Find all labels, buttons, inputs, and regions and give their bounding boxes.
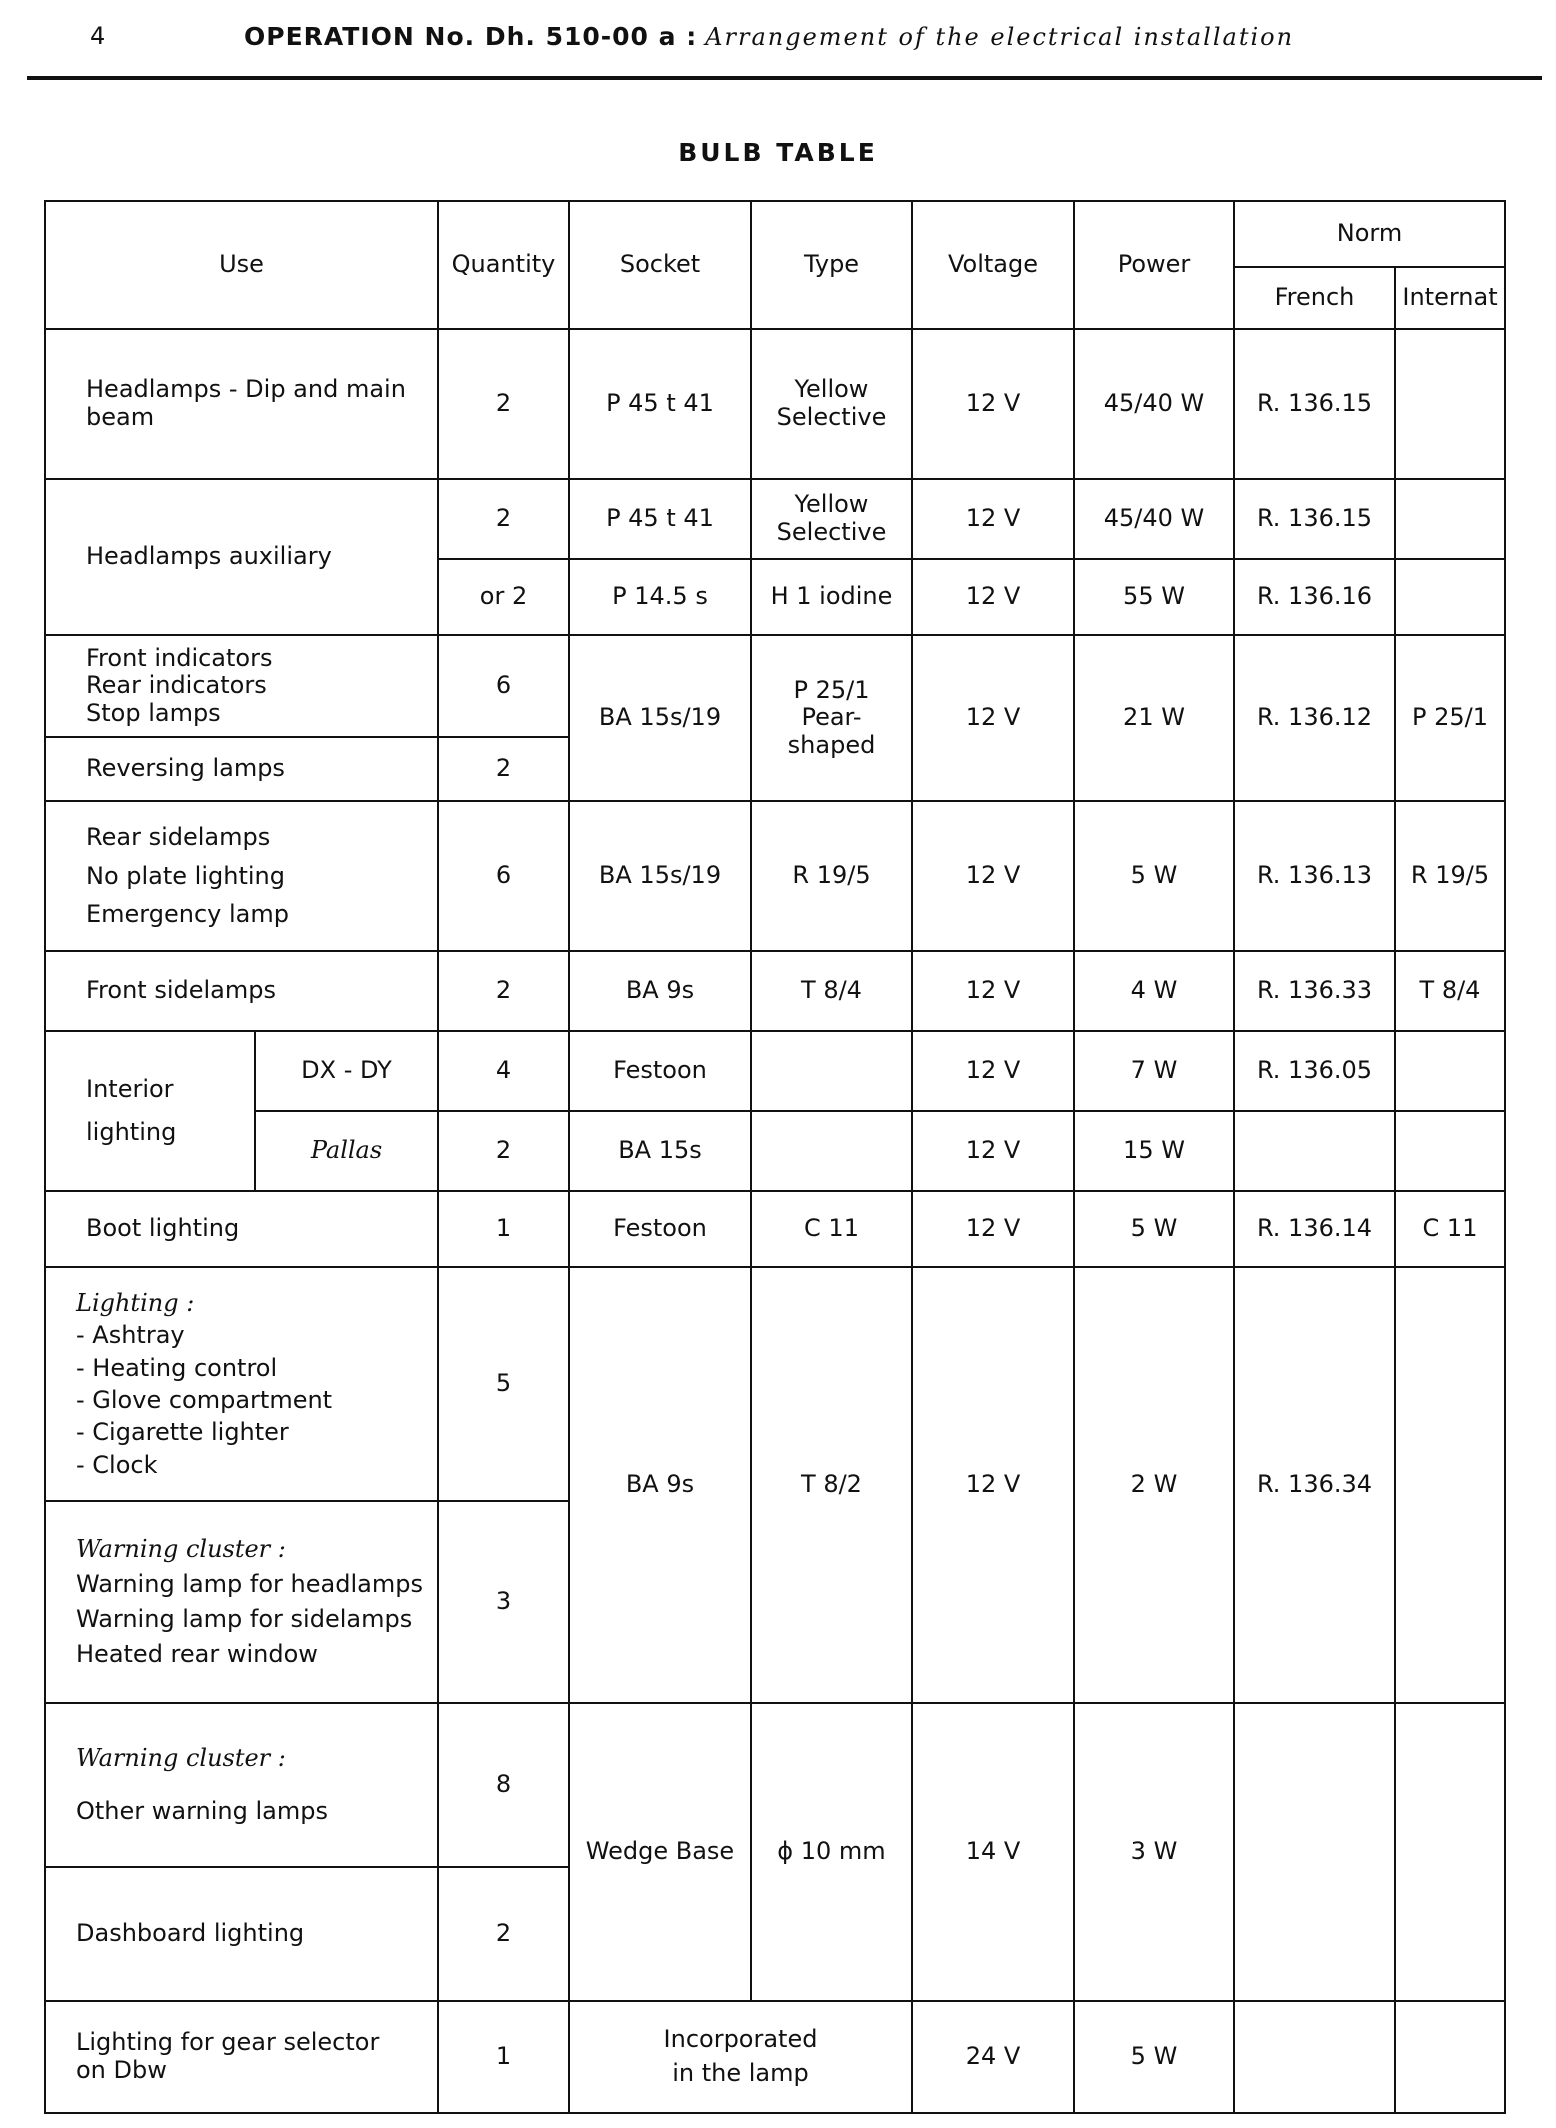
socket-line: Incorporated [663, 2025, 818, 2054]
norm-internat-cell [1395, 1703, 1505, 2001]
voltage-cell: 12 V [912, 1191, 1074, 1267]
quantity-cell: 2 [438, 951, 569, 1031]
power-cell: 7 W [1074, 1031, 1234, 1111]
type-line: Pear- [801, 703, 862, 732]
power-cell: 5 W [1074, 1191, 1234, 1267]
use-line: Warning lamp for sidelamps [76, 1605, 413, 1633]
norm-french-cell: R. 136.13 [1234, 801, 1395, 951]
power-cell: 2 W [1074, 1267, 1234, 1703]
socket-cell: P 14.5 s [569, 559, 751, 635]
norm-internat-cell [1395, 1111, 1505, 1191]
socket-cell: BA 15s [569, 1111, 751, 1191]
type-cell: T 8/2 [751, 1267, 912, 1703]
type-line: P 25/1 [793, 675, 870, 704]
use-line: No plate lighting [86, 861, 285, 890]
socket-cell [569, 2001, 912, 2113]
use-line: Warning lamp for headlamps [76, 1570, 423, 1599]
power-cell: 55 W [1074, 559, 1234, 635]
socket-cell: BA 15s/19 [569, 635, 751, 801]
power-cell: 4 W [1074, 951, 1234, 1031]
norm-french-cell: R. 136.14 [1234, 1191, 1395, 1267]
use-cell [45, 2001, 438, 2113]
use-line: - Heating control [76, 1353, 278, 1382]
voltage-cell: 12 V [912, 479, 1074, 559]
quantity-cell: 2 [438, 1111, 569, 1191]
quantity-cell: 2 [438, 737, 569, 801]
norm-french-cell: R. 136.05 [1234, 1031, 1395, 1111]
socket-line: in the lamp [672, 2059, 809, 2087]
norm-french-cell [1234, 2001, 1395, 2113]
power-cell: 45/40 W [1074, 329, 1234, 479]
voltage-cell: 24 V [912, 2001, 1074, 2113]
page-number: 4 [90, 22, 106, 50]
model-cell: Pallas [255, 1111, 438, 1191]
voltage-cell: 12 V [912, 329, 1074, 479]
power-cell: 21 W [1074, 635, 1234, 801]
quantity-cell: 3 [438, 1501, 569, 1703]
quantity-cell: 4 [438, 1031, 569, 1111]
socket-cell: BA 9s [569, 1267, 751, 1703]
header-rule [27, 76, 1542, 80]
socket-cell: Wedge Base [569, 1703, 751, 2001]
use-cell [45, 1501, 438, 1703]
quantity-cell: 2 [438, 329, 569, 479]
power-cell: 45/40 W [1074, 479, 1234, 559]
table-row [45, 801, 1505, 951]
page-title [244, 22, 1294, 51]
power-cell: 3 W [1074, 1703, 1234, 2001]
voltage-cell: 12 V [912, 1111, 1074, 1191]
quantity-cell: 8 [438, 1703, 569, 1867]
use-line: Interior [86, 1074, 174, 1103]
norm-internat-cell [1395, 329, 1505, 479]
use-heading: Lighting : [76, 1288, 195, 1317]
type-cell: ϕ 10 mm [751, 1703, 912, 2001]
type-cell [751, 1031, 912, 1111]
use-line: Other warning lamps [76, 1797, 328, 1825]
page-header [0, 0, 1556, 80]
voltage-cell: 12 V [912, 801, 1074, 951]
type-cell: T 8/4 [751, 951, 912, 1031]
use-line: - Clock [76, 1450, 158, 1479]
use-heading: Warning cluster : [76, 1744, 286, 1773]
use-cell [45, 801, 438, 951]
table-row [45, 635, 1505, 737]
use-cell: Headlamps - Dip and main beam [45, 329, 438, 479]
use-heading: Warning cluster : [76, 1535, 286, 1564]
use-line: lighting [86, 1118, 177, 1146]
quantity-cell: 6 [438, 801, 569, 951]
norm-french-cell [1234, 1703, 1395, 2001]
use-cell [45, 635, 438, 737]
col-header-type: Type [751, 201, 912, 329]
model-cell: DX - DY [255, 1031, 438, 1111]
voltage-cell: 12 V [912, 559, 1074, 635]
type-cell: C 11 [751, 1191, 912, 1267]
norm-internat-cell: R 19/5 [1395, 801, 1505, 951]
table-row [45, 479, 1505, 559]
use-line: Rear sidelamps [86, 823, 271, 852]
socket-cell: P 45 t 41 [569, 329, 751, 479]
use-line: - Cigarette lighter [76, 1418, 289, 1447]
use-line: Heated rear window [76, 1639, 318, 1668]
norm-french-cell: R. 136.12 [1234, 635, 1395, 801]
socket-cell: BA 9s [569, 951, 751, 1031]
voltage-cell: 12 V [912, 1267, 1074, 1703]
table-row [45, 1111, 1505, 1191]
voltage-cell: 14 V [912, 1703, 1074, 2001]
table-row [45, 1703, 1505, 1867]
use-line: on Dbw [76, 2056, 167, 2084]
use-cell [45, 1703, 438, 1867]
table-row [45, 329, 1505, 479]
type-cell [751, 635, 912, 801]
col-header-use: Use [45, 201, 438, 329]
header-row [45, 201, 1505, 267]
col-header-norm: Norm [1234, 201, 1505, 267]
norm-french-cell: R. 136.15 [1234, 479, 1395, 559]
norm-internat-cell: T 8/4 [1395, 951, 1505, 1031]
use-cell: Boot lighting [45, 1191, 438, 1267]
norm-internat-cell: P 25/1 [1395, 635, 1505, 801]
use-line: Emergency lamp [86, 900, 289, 929]
table-title: BULB TABLE [678, 138, 878, 167]
table-row [45, 1191, 1505, 1267]
quantity-cell: 2 [438, 479, 569, 559]
type-cell: Yellow Selective [751, 329, 912, 479]
table-row [45, 1267, 1505, 1501]
col-header-socket: Socket [569, 201, 751, 329]
quantity-cell: 2 [438, 1867, 569, 2001]
norm-french-cell: R. 136.15 [1234, 329, 1395, 479]
col-header-quantity: Quantity [438, 201, 569, 329]
use-line: Lighting for gear selector [76, 2028, 380, 2057]
use-line: - Ashtray [76, 1321, 185, 1350]
quantity-cell: 6 [438, 635, 569, 737]
power-cell: 5 W [1074, 2001, 1234, 2113]
norm-french-cell: R. 136.34 [1234, 1267, 1395, 1703]
type-cell [751, 1111, 912, 1191]
norm-french-cell [1234, 1111, 1395, 1191]
power-cell: 5 W [1074, 801, 1234, 951]
voltage-cell: 12 V [912, 635, 1074, 801]
type-cell: R 19/5 [751, 801, 912, 951]
voltage-cell: 12 V [912, 951, 1074, 1031]
table-row [45, 951, 1505, 1031]
norm-french-cell: R. 136.16 [1234, 559, 1395, 635]
power-cell: 15 W [1074, 1111, 1234, 1191]
use-line: Rear indicators [86, 671, 267, 700]
norm-internat-cell [1395, 479, 1505, 559]
operation-subtitle: Arrangement of the electrical installation [705, 23, 1295, 51]
use-line: Front indicators [86, 643, 273, 672]
quantity-cell: 1 [438, 2001, 569, 2113]
col-header-voltage: Voltage [912, 201, 1074, 329]
use-cell: Dashboard lighting [45, 1867, 438, 2001]
norm-french-cell: R. 136.33 [1234, 951, 1395, 1031]
socket-cell: Festoon [569, 1191, 751, 1267]
col-header-internat: Internat [1395, 267, 1505, 329]
type-line: shaped [787, 730, 876, 759]
bulb-table [44, 200, 1506, 2114]
use-line: Stop lamps [86, 698, 221, 727]
quantity-cell: 5 [438, 1267, 569, 1501]
socket-cell: BA 15s/19 [569, 801, 751, 951]
operation-number: OPERATION No. Dh. 510-00 a : [244, 22, 698, 51]
use-cell: Reversing lamps [45, 737, 438, 801]
table-row [45, 1031, 1505, 1111]
use-cell [45, 1031, 255, 1191]
col-header-power: Power [1074, 201, 1234, 329]
norm-internat-cell [1395, 2001, 1505, 2113]
use-line: - Glove compartment [76, 1386, 333, 1414]
norm-internat-cell: C 11 [1395, 1191, 1505, 1267]
type-cell: H 1 iodine [751, 559, 912, 635]
col-header-french: French [1234, 267, 1395, 329]
socket-cell: Festoon [569, 1031, 751, 1111]
norm-internat-cell [1395, 1267, 1505, 1703]
norm-internat-cell [1395, 1031, 1505, 1111]
quantity-cell: or 2 [438, 559, 569, 635]
voltage-cell: 12 V [912, 1031, 1074, 1111]
socket-cell: P 45 t 41 [569, 479, 751, 559]
use-cell: Headlamps auxiliary [45, 479, 438, 635]
use-cell: Front sidelamps [45, 951, 438, 1031]
type-cell: Yellow Selective [751, 479, 912, 559]
norm-internat-cell [1395, 559, 1505, 635]
table-row [45, 2001, 1505, 2113]
quantity-cell: 1 [438, 1191, 569, 1267]
use-cell [45, 1267, 438, 1501]
